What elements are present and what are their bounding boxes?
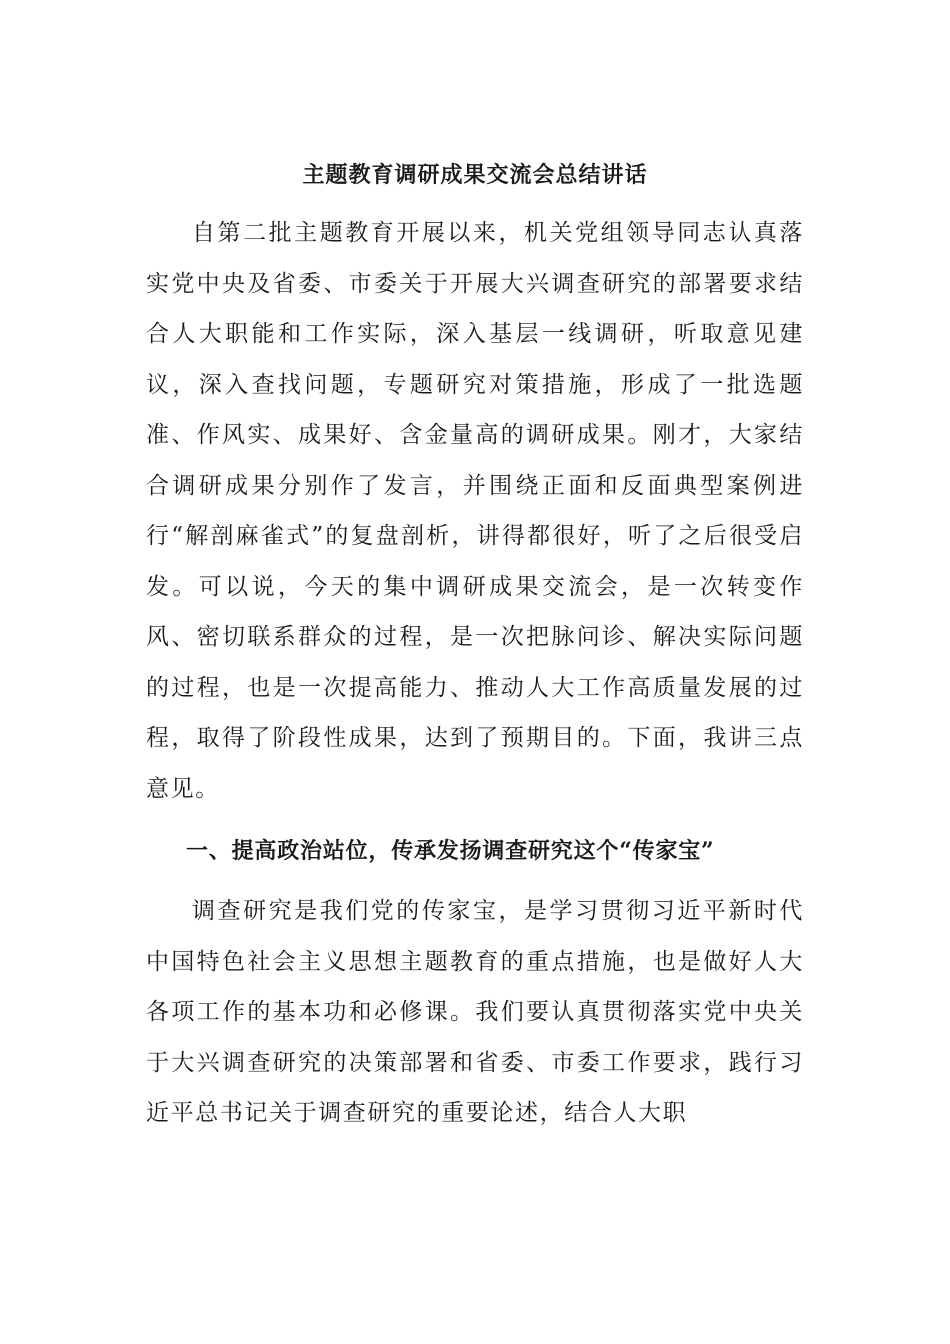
document-title: 主题教育调研成果交流会总结讲话 <box>302 162 648 188</box>
section-1-heading: 一、提高政治站位，传承发扬调查研究这个“传家宝” <box>186 838 715 864</box>
section-1-paragraph: 调查研究是我们党的传家宝，是学习贯彻习近平新时代中国特色社会主义思想主题教育的重点措施，也是做好人大各项工作的基本功和必修课。我们要认真贯彻落实党中央关于大兴调查研究的决策部署和省委、市委工作要求，践行习近平总书记关于调查研究的重要论述，结合人大职 <box>146 898 804 1126</box>
intro-paragraph: 自第二批主题教育开展以来，机关党组领导同志认真落实党中央及省委、市委关于开展大兴调查研究的部署要求结合人大职能和工作实际，深入基层一线调研，听取意见建议，深入查找问题，专题研究对策措施，形成了一批选题准、作风实、成果好、含金量高的调研成果。刚才，大家结合调研成果分别作了发言，并围绕正面和反面典型案例进行“解剖麻雀式”的复盘剖析，讲得都很好，听了之后很受启发。可以说，今天的集中调研成果交流会，是一次转变作风、密切联系群众的过程，是一次把脉问诊、解决实际问题的过程，也是一次提高能力、推动人大工作高质量发展的过程，取得了阶段性成果，达到了预期目的。下面，我讲三点意见。 <box>146 220 804 802</box>
document-body <box>146 150 804 1139</box>
